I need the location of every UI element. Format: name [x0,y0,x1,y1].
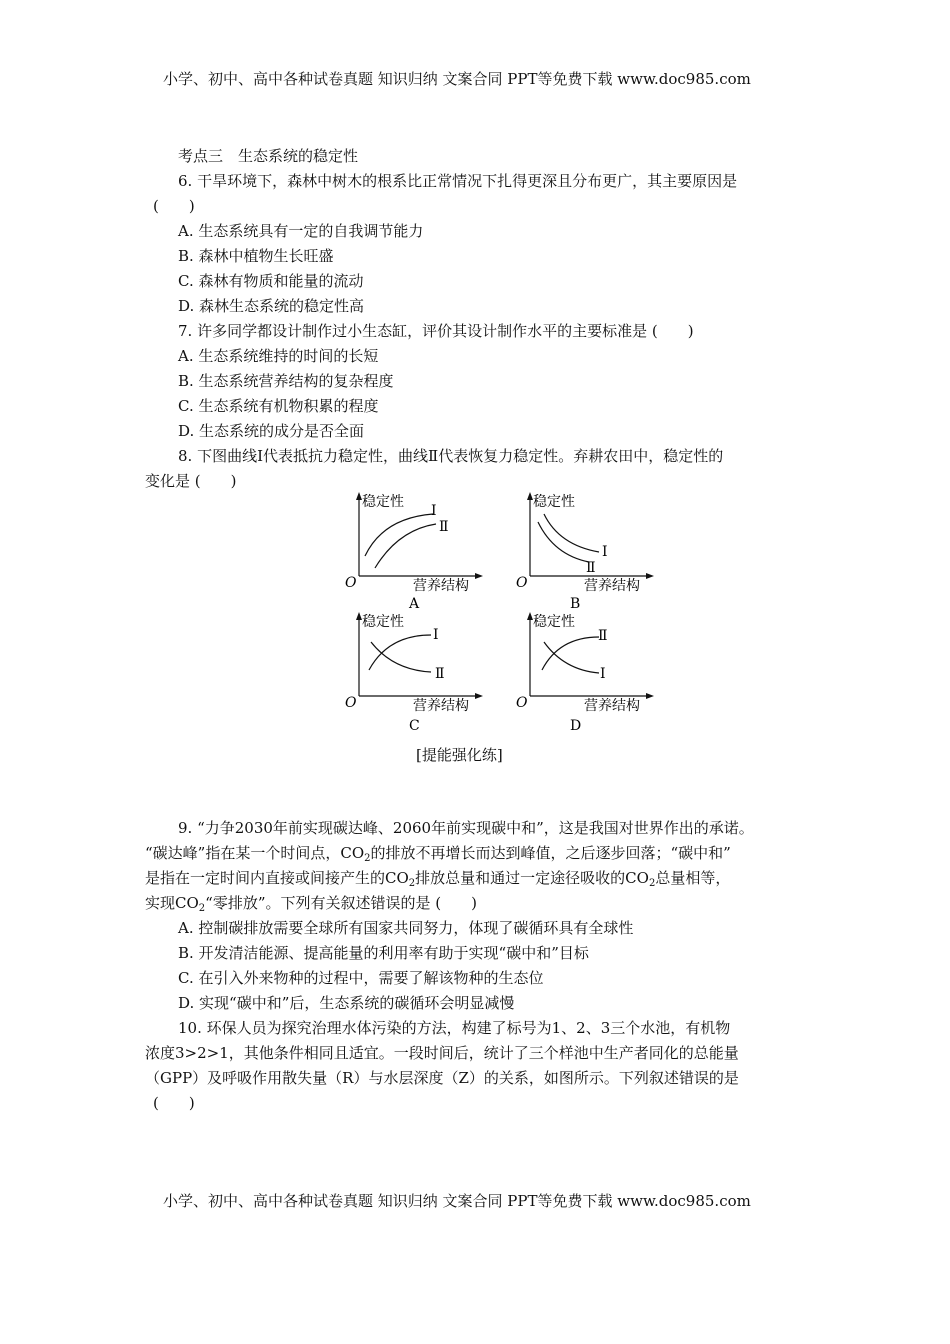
q10-stem-line3: （GPP）及呼吸作用散失量（R）与水层深度（Z）的关系，如图所示。下列叙述错误的是 [145,1069,739,1087]
q8-stem-cont: 变化是 ( ) [145,472,237,490]
curve-1-label: Ⅰ [431,503,437,519]
graph-a-name: A [409,596,420,612]
curve-1 [544,642,599,673]
y-axis-label: 稳定性 [362,614,404,630]
q9-option-a: A. 控制碳排放需要全球所有国家共同努力，体现了碳循环具有全球性 [178,919,634,937]
q6-answer-blank: ( ) [153,197,195,215]
curve-2-label: Ⅱ [439,519,449,535]
curve-1 [365,514,433,556]
curve-1-label: Ⅰ [433,627,439,643]
y-axis-label: 稳定性 [533,494,575,510]
x-axis-label: 营养结构 [584,698,640,714]
x-axis-arrow [475,693,483,699]
y-axis-label: 稳定性 [362,494,404,510]
graph-b-name: B [570,596,581,612]
x-axis-label: 营养结构 [584,578,640,594]
q6-stem: 6. 干旱环境下，森林中树木的根系比正常情况下扎得更深且分布更广，其主要原因是 [178,172,738,190]
q9-option-b: B. 开发清洁能源、提高能量的利用率有助于实现“碳中和”目标 [178,944,589,962]
q9-stem-line2: “碳达峰”指在某一个时间点，$CO_2$的排放不再增长而达到峰值，之后逐步回落；“碳中和” [145,844,731,864]
q9-option-d: D. 实现“碳中和”后，生态系统的碳循环会明显减慢 [178,994,515,1012]
q9-stem-line4: 实现$CO_2“$零排放”。下列有关叙述错误的是 ( ) [145,894,477,914]
curve-2 [538,522,589,562]
q8-stem: 8. 下图曲线Ⅰ代表抵抗力稳定性，曲线Ⅱ代表恢复力稳定性。弃耕农田中，稳定性的 [178,447,724,465]
q10-answer-blank: ( ) [153,1094,195,1112]
q7-option-c: C. 生态系统有机物积累的程度 [178,397,379,415]
q10-stem-line2: 浓度3>2>1，其他条件相同且适宜。一段时间后，统计了三个样池中生产者同化的总能量 [145,1044,739,1062]
graph-d-name: D [570,718,582,734]
x-axis-arrow [475,573,483,579]
curve-2-label: Ⅱ [598,628,608,644]
page-footer: 小学、初中、高中各种试卷真题 知识归纳 文案合同 PPT等免费下载 www.doc985.com [163,1192,751,1210]
q6-option-a: A. 生态系统具有一定的自我调节能力 [178,222,424,240]
graph-d [514,610,654,735]
origin-label: O [516,575,528,591]
graph-c-name: C [409,718,420,734]
graph-a [343,490,483,615]
practice-title: [提能强化练] [416,746,503,764]
q9-stem-line1: 9. “力争2030年前实现碳达峰、2060年前实现碳中和”，这是我国对世界作出的承诺。 [178,819,754,837]
x-axis-label: 营养结构 [413,578,469,594]
q6-option-b: B. 森林中植物生长旺盛 [178,247,334,265]
q10-stem-line1: 10. 环保人员为探究治理水体污染的方法，构建了标号为1、2、3三个水池，有机物 [178,1019,731,1037]
x-axis-label: 营养结构 [413,698,469,714]
origin-label: O [345,575,357,591]
q7-option-a: A. 生态系统维持的时间的长短 [178,347,379,365]
graph-b [514,490,654,615]
curve-2-label: Ⅱ [435,666,445,682]
q6-option-c: C. 森林有物质和能量的流动 [178,272,364,290]
graph-c [343,610,483,735]
origin-label: O [516,695,528,711]
curve-1-label: Ⅰ [600,666,606,682]
section-title: 考点三 生态系统的稳定性 [178,147,359,165]
origin-label: O [345,695,357,711]
y-axis-label: 稳定性 [533,614,575,630]
curve-1-label: Ⅰ [602,544,608,560]
curve-2-label: Ⅱ [586,560,596,576]
x-axis-arrow [646,573,654,579]
q7-option-d: D. 生态系统的成分是否全面 [178,422,365,440]
q6-option-d: D. 森林生态系统的稳定性高 [178,297,365,315]
x-axis-arrow [646,693,654,699]
curve-2 [371,642,431,672]
q9-option-c: C. 在引入外来物种的过程中，需要了解该物种的生态位 [178,969,544,987]
q7-stem: 7. 许多同学都设计制作过小生态缸，评价其设计制作水平的主要标准是 ( ) [178,322,694,340]
page-header: 小学、初中、高中各种试卷真题 知识归纳 文案合同 PPT等免费下载 www.doc985.com [163,70,751,88]
q7-option-b: B. 生态系统营养结构的复杂程度 [178,372,394,390]
q9-stem-line3: 是指在一定时间内直接或间接产生的$CO_2$排放总量和通过一定途径吸收的$CO_2$总量相等， [145,869,731,889]
curve-1 [544,514,599,552]
